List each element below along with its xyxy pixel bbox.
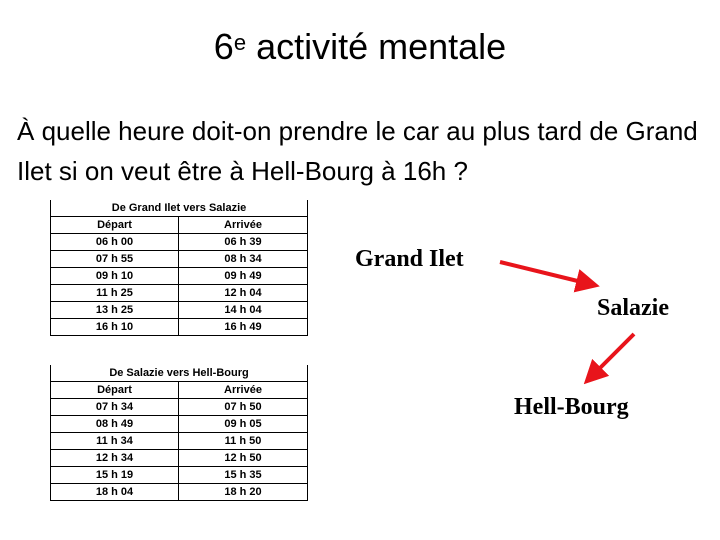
departure-time: 15 h 19 [51,467,179,484]
title-superscript: e [233,30,247,55]
arrival-time: 11 h 50 [179,433,308,450]
place-salazie: Salazie [597,295,669,321]
arrival-time: 18 h 20 [179,484,308,501]
place-grand-ilet: Grand Ilet [355,246,464,272]
arrival-time: 09 h 49 [179,268,308,285]
departure-time: 12 h 34 [51,450,179,467]
departure-time: 07 h 55 [51,251,179,268]
arrival-time: 08 h 34 [179,251,308,268]
departure-time: 11 h 34 [51,433,179,450]
departure-time: 07 h 34 [51,399,179,416]
departure-time: 13 h 25 [51,302,179,319]
column-header-depart: Départ [51,382,179,399]
arrival-time: 07 h 50 [179,399,308,416]
title-text: activité mentale [246,26,507,67]
question-text: À quelle heure doit-on prendre le car au plus tard de Grand Ilet si on veut être à Hell-Bourg à 16h ? [17,116,698,186]
departure-time: 09 h 10 [51,268,179,285]
arrival-time: 15 h 35 [179,467,308,484]
timetable-caption: De Salazie vers Hell-Bourg [51,365,308,382]
arrival-time: 06 h 39 [179,234,308,251]
column-header-arrivee: Arrivée [179,217,308,234]
column-header-arrivee: Arrivée [179,382,308,399]
column-header-depart: Départ [51,217,179,234]
arrow-grand-ilet-to-salazie [500,262,594,285]
departure-time: 18 h 04 [51,484,179,501]
arrival-time: 12 h 50 [179,450,308,467]
arrival-time: 14 h 04 [179,302,308,319]
arrival-time: 12 h 04 [179,285,308,302]
arrival-time: 09 h 05 [179,416,308,433]
departure-time: 11 h 25 [51,285,179,302]
timetable-caption: De Grand Ilet vers Salazie [51,200,308,217]
departure-time: 16 h 10 [51,319,179,336]
place-hell-bourg: Hell-Bourg [514,394,629,420]
departure-time: 08 h 49 [51,416,179,433]
arrival-time: 16 h 49 [179,319,308,336]
departure-time: 06 h 00 [51,234,179,251]
arrow-salazie-to-hell-bourg [588,334,634,380]
title-number: 6 [213,26,234,67]
